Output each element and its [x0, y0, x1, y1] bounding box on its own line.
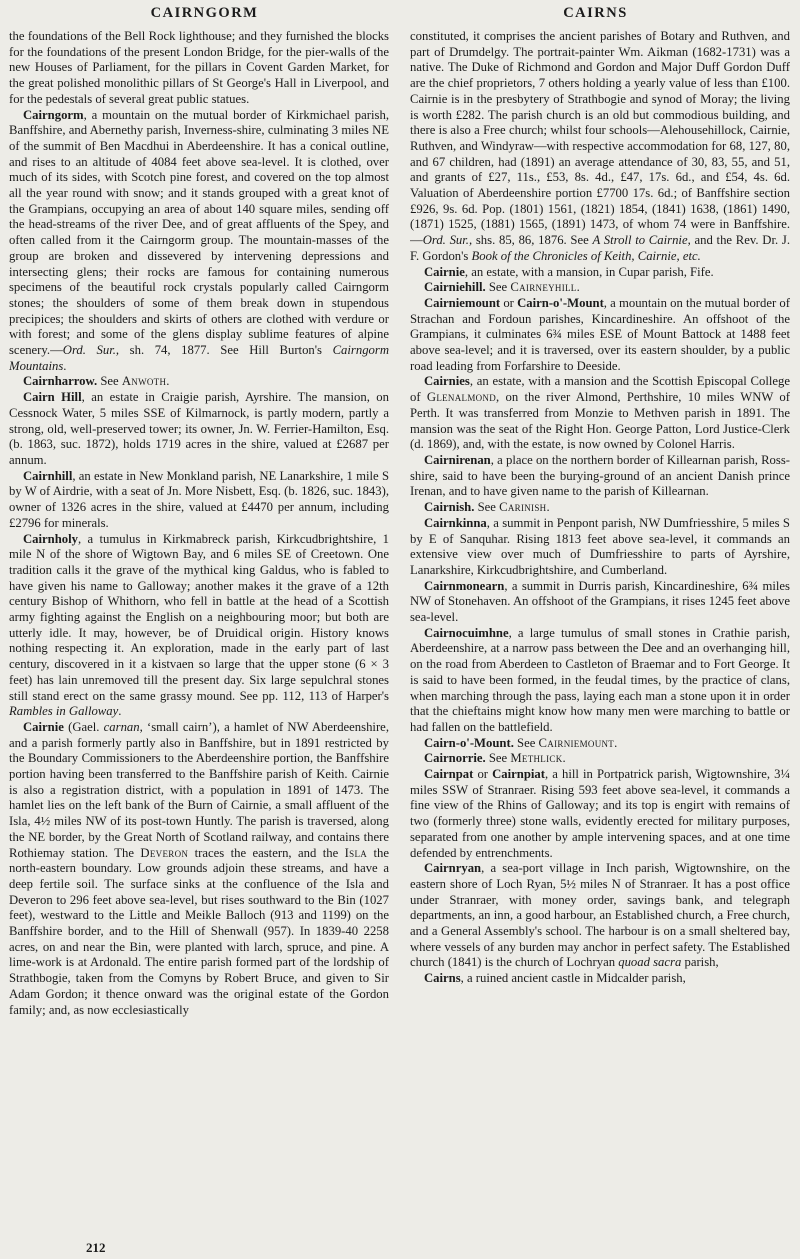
running-head-left: CAIRNGORM	[150, 5, 259, 21]
text-run: parish,	[681, 955, 719, 970]
text-run: .	[576, 280, 580, 295]
entry-paragraph	[9, 108, 389, 375]
text-run: .	[562, 751, 566, 766]
entry-paragraph	[410, 971, 790, 987]
entry-paragraph	[9, 532, 389, 720]
text-run: , a ruined ancient castle in Midcalder parish,	[460, 971, 686, 986]
entry-paragraph	[410, 751, 790, 767]
text-run: , an estate, with a mansion and the Scottish Episcopal College of	[410, 374, 790, 405]
text-run: Ord. Sur.,	[422, 233, 473, 248]
text-run: quoad sacra	[618, 955, 682, 970]
entry-headword: Cairnmonearn	[424, 578, 505, 593]
text-run: Ord. Sur.,	[62, 343, 120, 358]
text-run: Anwoth	[121, 374, 167, 389]
entry-paragraph	[9, 374, 389, 390]
text-run: See	[485, 280, 511, 295]
entry-headword: Cairnkinna	[424, 515, 487, 530]
text-run: , on the river Almond, Perthshire, 10 miles WNW of Perth. It was transferred from Monzie to Methven parish in 1891. The mansion was the seat of the Right Hon. George Patton, Lord Justice-Clerk (d. 1869), and, with the estate, is now owned by Colonel Harris.	[410, 390, 790, 452]
entry-headword: Cairnocuimhne	[424, 625, 509, 640]
text-run: Book of the Chronicles of Keith, Cairnie, etc.	[471, 248, 701, 263]
entry-paragraph	[410, 500, 790, 516]
text-run: traces the eastern, and the	[188, 845, 345, 860]
text-run: .	[614, 735, 618, 750]
text-run: , a sea-port village in Inch parish, Wigtownshire, on the eastern shore of Loch Ryan, 5½ miles N of Stranraer. It has a post office under Stranraer, with money order, savings bank, and telegraph departments, an inn, a good harbour, an Established church, a Free church, and a General Assembly's school. The harbour is on a small sheltered bay, where vessels of any burden may anchor in perfect safety. The Established church (1841) is the church of Lochryan	[410, 861, 790, 970]
text-run: the north-eastern boundary. Low grounds adjoin these streams, and have a deep fertile soil. The surface sinks at the confluence of the Isla and Deveron to 296 feet above sea-level, but rises southward to the Bin (1027 feet), westward to the Little and Meikle Balloch (913 and 1199) on the Banffshire border, and to the Hill of Shenwall (957). In 1839-40 2258 acres, on and near the Bin, were planted with larch, spruce, and pine. A lime-work is at Ardonald. The entire parish formed part of the lordship of Strathbogie, taken from the Comyns by Robert Bruce, and given to Sir Adam Gordon; it thence onward was the original estate of the Gordon family; and, as now ecclesiastically	[9, 845, 389, 1017]
text-run: Cairngorm Mountains	[9, 343, 389, 373]
text-run: Cairniemount	[538, 735, 615, 750]
entry-paragraph	[410, 736, 790, 752]
text-run: , a tumulus in Kirkmabreck parish, Kirkcudbrightshire, 1 mile N of the shore of Wigtown Bay, and 6 miles SE of Creetown. One tradition calls it the grave of the mythical king Galdus, who is fabled to have given his name to Galloway; another makes it the grave of a 12th century Bishop of Whithorn, who fell in battle at the head of a Scottish army fighting against the English on a neighbouring moor; but both are utterly idle. It may, however, be of Druidical origin. History knows nothing respecting it. An exploration, made in the early part of last century, discovered in it a kistvaen so large that the upper stone (6 × 3 feet) has lain unremoved till the present day. Six large sepulchral stones still stand erect on the same grassy mound. See pp. 112, 113 of Harper's	[9, 531, 389, 703]
text-run: , a large tumulus of small stones in Crathie parish, Aberdeenshire, at a narrow pass between the Dee and an overhanging hill, on the road from Aberdeen to Castleton of Braemar and to Fort George. It is said to have been formed, in the feudal times, by the practice of clans, when marching through the pass, laying each man a stone upon it in order that the chieftains might know how many men were marching to battle or had fallen on the battlefield.	[410, 625, 790, 734]
entry-paragraph	[410, 579, 790, 626]
text-run: A Stroll to Cairnie,	[592, 233, 691, 248]
text-run: , a summit in Penpont parish, NW Dumfriesshire, 5 miles S by E of Sanquhar. Rising 1813 feet above sea-level, it commands an extensive view over much of Dumfriesshire to parts of Ayrshire, Lanarkshire, Kirkcudbrightshire, and Cumberland.	[410, 515, 790, 577]
text-run: See	[513, 735, 539, 750]
text-run: and the Rev. Dr. J. F. Gordon's	[410, 233, 790, 263]
entry-headword: Cairnharrow.	[23, 374, 98, 389]
text-run: , a mountain on the mutual border of Kirkmichael parish, Banffshire, and Abernethy parish, Inverness-shire, culminating 3 miles NE of the summit of Ben Macdhui in Aberdeenshire. It has a conical outline, and rises to an altitude of 4084 feet above sea-level. It is clothed, over much of its sides, with Scotch pine forest, and covered on the top almost all the year round with snow; and it stands grouped with a great knot of the Grampians, occupying an area of about 140 square miles, sending off the head-streams of the river Dee, and of great affluents of the Spey, and often called from it the Cairngorm group. The mountain-masses of the group are broken and dissevered by intervening depressions and intersecting glens; their rocks are famous for containing numerous specimens of the beautiful rock crystals popularly called Cairngorm stones; the shoulders of some of them break down in stupendous precipices; the shoulders and skirts of others are clothed with verdure or with forest; and some of the glens display sublime features of alpine scenery.—	[9, 107, 389, 358]
text-run: , an estate in New Monkland parish, NE Lanarkshire, 1 mile S by W of Airdrie, with a seat of Jn. More Nisbett, Esq. (b. 1826, suc. 1843), owner of 1326 acres in the shire, valued at £4470 per annum, including £2796 for minerals.	[9, 468, 389, 530]
text-run: Glenalmond	[426, 390, 497, 405]
text-run: Isla	[344, 845, 368, 860]
entry-paragraph	[410, 626, 790, 736]
text-run: See	[485, 751, 511, 766]
entry-headword: Cairnpat	[424, 767, 474, 782]
entry-paragraph	[410, 767, 790, 861]
entry-paragraph	[410, 861, 790, 971]
text-run: Rambles in Galloway	[9, 704, 119, 719]
text-run: (Gael.	[63, 719, 104, 734]
entry-paragraph	[410, 265, 790, 281]
text-run: shs. 85, 86, 1876. See	[472, 233, 593, 248]
text-run: , a mountain on the mutual border of Strachan and Fordoun parishes, Kincardineshire. An offshoot of the Grampians, it culminates 6¾ miles ESE of Mount Battock at 1488 feet above sea-level; and it is traversed, over its eastern shoulder, by a public road leading from Forfarshire to Deeside.	[410, 295, 790, 373]
entry-paragraph	[410, 280, 790, 296]
running-heads	[9, 5, 791, 22]
text-columns	[9, 29, 791, 1255]
text-run: the foundations of the Bell Rock lighthouse; and they furnished the blocks for the foundations of the present London Bridge, for the pier-walls of the new Houses of Parliament, for the pillars in Covent Garden Market, for the great polished monolithic pillars of St George's Hall in Liverpool, and for the pedestals of several great public statues.	[9, 29, 389, 106]
entry-headword: Cairnholy	[23, 531, 78, 546]
text-run: or	[473, 767, 493, 782]
entry-headword: Cairnryan	[424, 861, 482, 876]
text-run: ‘small cairn’), a hamlet of NW Aberdeenshire, and a parish formerly partly also in Banffshire, but in 1891 restricted by the Boundary Commissioners to the Aberdeenshire portion, the Banffshire portion having been transferred to the Banffshire parish of Keith. Cairnie is also a registration district, with a population in 1891 of 1473. The hamlet lies on the left bank of the Burn of Cairnie, a small affluent of the Isla, 4½ miles NW of its post-town Huntly. The parish is traversed, along the NE border, by the Great North of Scotland railway, and contains there Rothiemay station. The	[9, 719, 389, 860]
text-run: constituted, it comprises the ancient parishes of Botary and Ruthven, and part of Drumdelgy. The portrait-painter Wm. Aikman (1682-1731) was a native. The Duke of Richmond and Gordon and Major Duff Gordon Duff are the chief proprietors, 7 others holding a yearly value of less than £100. Cairnie is in the presbytery of Strathbogie and synod of Moray; the living is worth £282. The parish church is an old but commodious building, and there is also a Free church; whilst four schools—Alehousehillock, Cairnie, Ruthven, and Windyraw—with respective accommodation for 68, 127, 80, and 67 children, had (1891) an average attendance of 30, 83, 55, and 51, and grants of £27, 11s., £53, 8s. 4d., £47, 17s. 6d., and £54, 4s. 6d. Valuation of Aberdeenshire portion £7700 17s. 6d.; of Banffshire section £926, 9s. 6d. Pop. (1801) 1561, (1821) 1854, (1841) 1638, (1861) 1490, (1871) 1525, (1881) 1565, (1891) 1473, of whom 74 were in Banffshire.—	[410, 29, 790, 248]
entry-headword: Cairnie	[23, 719, 64, 734]
text-run: , a place on the northern border of Killearnan parish, Ross-shire, said to have been the burying-ground of an ancient Danish prince Irenan, and to have given name to the parish of Killearnan.	[410, 452, 790, 499]
text-run: carnan,	[103, 719, 143, 734]
text-run: sh. 74, 1877. See Hill Burton's	[119, 343, 333, 358]
entry-headword: Cairnish.	[424, 500, 475, 515]
entry-paragraph	[410, 296, 790, 375]
text-run: Cairneyhill	[510, 280, 577, 295]
entry-headword: Cairnies	[424, 374, 470, 389]
text-run: or	[500, 295, 518, 310]
text-run: Methlick	[510, 751, 563, 766]
entry-headword: Cairnhill	[23, 468, 73, 483]
entry-headword: Cairn-o'-Mount.	[424, 735, 514, 750]
column-right	[410, 29, 790, 1255]
entry-paragraph	[9, 720, 389, 1018]
entry-headword: Cairnie	[424, 264, 465, 279]
text-run: Carinish	[499, 500, 547, 515]
entry-paragraph	[410, 29, 790, 265]
entry-paragraph	[9, 390, 389, 469]
text-run: , an estate in Craigie parish, Ayrshire. The mansion, on Cessnock Water, 5 miles SSE of Kilmarnock, is partly modern, partly a strong, old, well-preserved tower; its owner, Jn. W. Ferrier-Hamilton, Esq. (b. 1863, suc. 1872), holds 1719 acres in the shire, valued at £2687 per annum.	[9, 390, 389, 467]
text-run: Deveron	[140, 845, 189, 860]
entry-headword: Cairns	[424, 971, 461, 986]
text-run: .	[118, 704, 122, 719]
entry-paragraph	[9, 29, 389, 108]
text-run: See	[474, 500, 500, 515]
entry-headword: Cairnorrie.	[424, 751, 486, 766]
text-run: , a summit in Durris parish, Kincardineshire, 6¾ miles NW of Stonehaven. An offshoot of the Grampians, it rises 1245 feet above sea-level.	[410, 578, 790, 625]
entry-headword: Cairniemount	[424, 295, 501, 310]
entry-headword: Cairn Hill	[23, 390, 82, 405]
entry-headword: Cairnirenan	[424, 452, 491, 467]
column-left	[9, 29, 389, 1255]
text-run: See	[97, 374, 122, 389]
running-head-right: CAIRNS	[563, 5, 628, 21]
text-run: .	[63, 358, 67, 373]
text-run: , an estate, with a mansion, in Cupar parish, Fife.	[464, 264, 714, 279]
entry-headword: Cairniehill.	[424, 280, 486, 295]
text-run: .	[546, 500, 550, 515]
entry-paragraph	[410, 374, 790, 453]
text-run: .	[166, 374, 170, 389]
entry-paragraph	[410, 516, 790, 579]
entry-paragraph	[410, 453, 790, 500]
text-run: , a hill in Portpatrick parish, Wigtownshire, 3¼ miles SSW of Stranraer. Rising 593 feet above sea-level, it commands a fine view of the Rhins of Galloway; and its top is engirt with remains of two (formerly three) stone walls, evidently erected for military purposes, separated from one another by ample intervening spaces, and at one time defended by entrenchments.	[410, 767, 790, 860]
entry-headword: Cairngorm	[23, 107, 84, 122]
entry-headword: Cairn-o'-Mount	[517, 295, 604, 310]
entry-headword: Cairnpiat	[492, 767, 545, 782]
entry-paragraph	[9, 469, 389, 532]
page-number: 212	[86, 1240, 106, 1255]
